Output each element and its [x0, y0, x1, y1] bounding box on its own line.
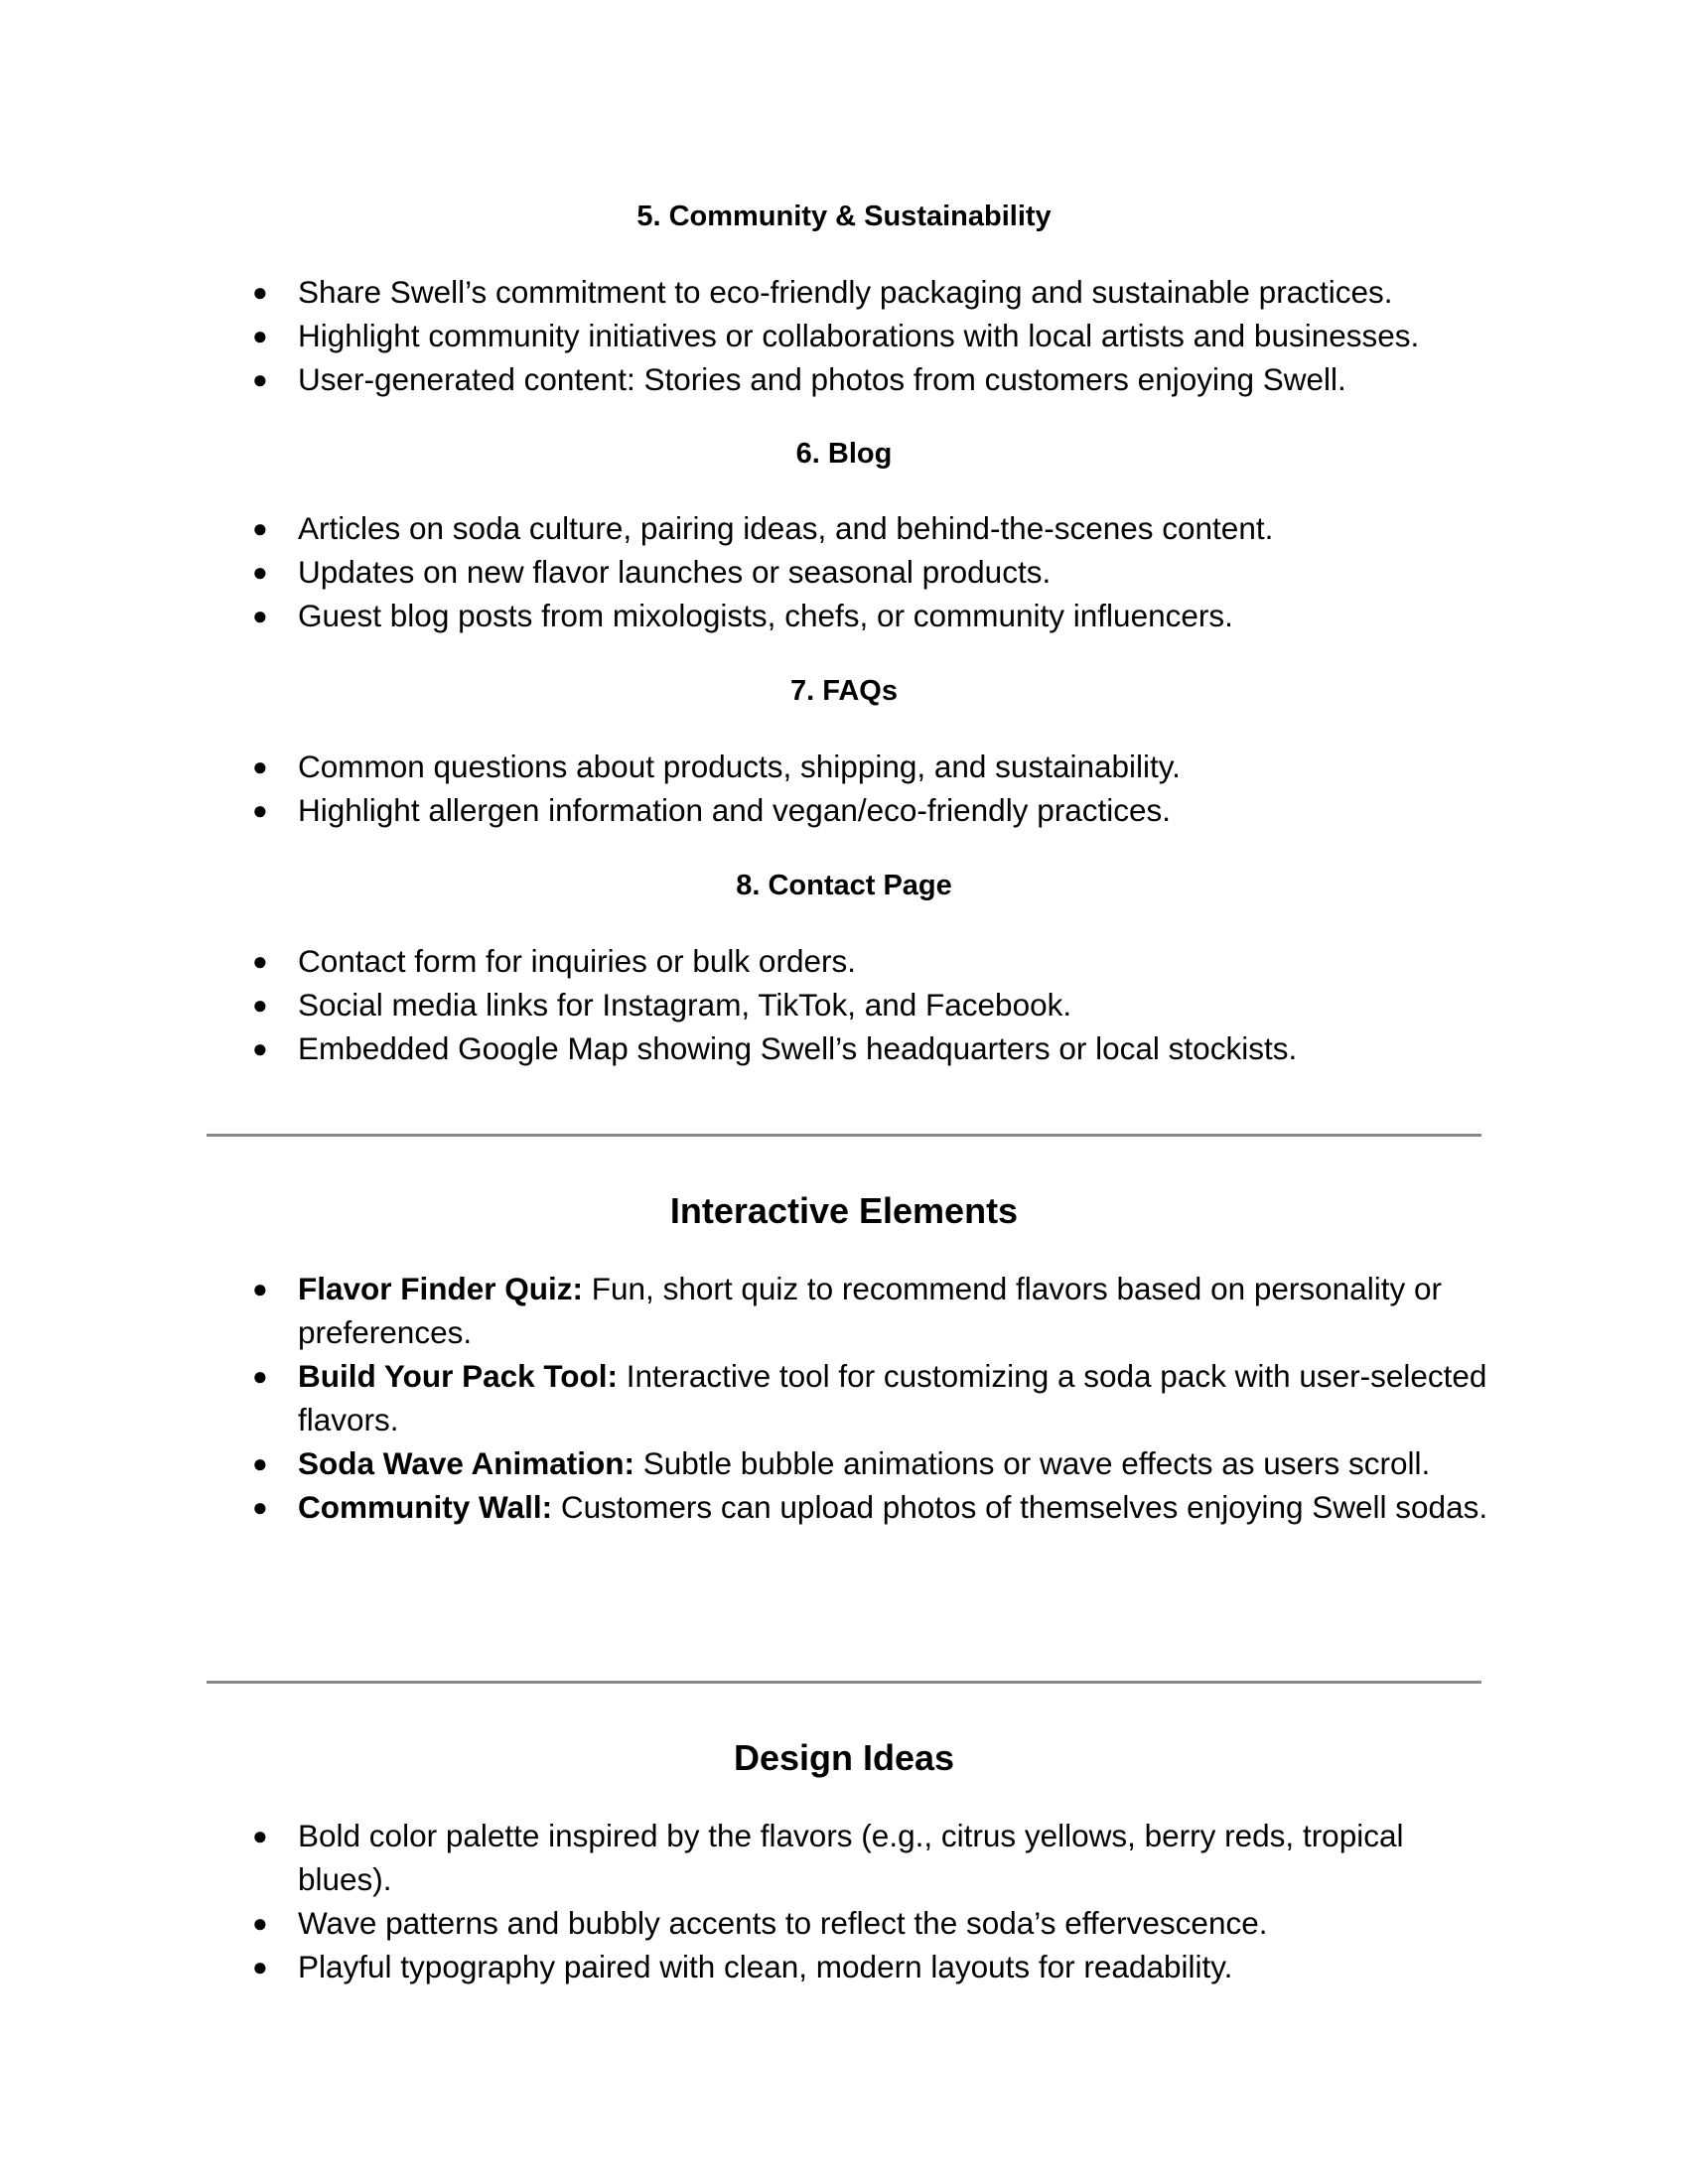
interactive-list [248, 1267, 1499, 1529]
item-label: Build Your Pack Tool: [298, 1358, 619, 1394]
bullet-icon: ● [252, 946, 268, 976]
section-heading-faqs: 7. FAQs [790, 675, 898, 707]
list-item: ● Build Your Pack Tool: Interactive tool for customizing a soda pack with user-selected flavors. [248, 1354, 1499, 1441]
bullet-icon: ● [252, 1492, 268, 1522]
horizontal-divider [207, 1681, 1481, 1684]
bullet-icon: ● [252, 321, 268, 350]
item-label: Community Wall: [298, 1489, 553, 1525]
list-item: ● Playful typography paired with clean, modern layouts for readability. [248, 1945, 1499, 1988]
item-label: Flavor Finder Quiz: [298, 1271, 584, 1306]
list-item: ● Share Swell’s commitment to eco-friendly packaging and sustainable practices. [248, 270, 1499, 314]
list-item: ● Highlight community initiatives or collaborations with local artists and businesses. [248, 314, 1499, 357]
section-heading-blog: 6. Blog [795, 438, 893, 470]
bullet-icon: ● [252, 601, 268, 630]
list-item: ● Wave patterns and bubbly accents to reflect the soda’s effervescence. [248, 1901, 1499, 1945]
list-item: ● Updates on new flavor launches or seasonal products. [248, 550, 1499, 594]
bullet-icon: ● [252, 557, 268, 587]
community-list [248, 270, 1499, 401]
list-item: ● Contact form for inquiries or bulk orders. [248, 939, 1499, 983]
design-list [248, 1814, 1499, 1988]
list-item: ● Social media links for Instagram, TikTok, and Facebook. [248, 983, 1499, 1026]
bullet-icon: ● [252, 1952, 268, 1981]
section-heading-community: 5. Community & Sustainability [636, 201, 1052, 232]
bullet-icon: ● [252, 751, 268, 781]
list-item: ● Flavor Finder Quiz: Fun, short quiz to recommend flavors based on personality or preferences. [248, 1267, 1499, 1354]
contact-list [248, 939, 1499, 1070]
blog-list [248, 506, 1499, 637]
section-heading-contact: 8. Contact Page [736, 870, 952, 901]
list-item: ● User-generated content: Stories and photos from customers enjoying Swell. [248, 357, 1499, 401]
bullet-icon: ● [252, 513, 268, 543]
bullet-icon: ● [252, 277, 268, 307]
bullet-icon: ● [252, 1448, 268, 1478]
list-item: ● Common questions about products, shipping, and sustainability. [248, 745, 1499, 788]
bullet-icon: ● [252, 795, 268, 825]
bullet-icon: ● [252, 364, 268, 394]
bullet-icon: ● [252, 1033, 268, 1063]
list-item: ● Embedded Google Map showing Swell’s headquarters or local stockists. [248, 1026, 1499, 1070]
bullet-icon: ● [252, 1908, 268, 1938]
list-item: ● Bold color palette inspired by the flavors (e.g., citrus yellows, berry reds, tropical blues). [248, 1814, 1499, 1901]
list-item: ● Highlight allergen information and vegan/eco-friendly practices. [248, 788, 1499, 832]
horizontal-divider [207, 1134, 1481, 1137]
bullet-icon: ● [252, 1821, 268, 1850]
item-label: Soda Wave Animation: [298, 1445, 634, 1481]
bullet-icon: ● [252, 990, 268, 1020]
design-ideas-title: Design Ideas [733, 1737, 955, 1778]
list-item: ● Community Wall: Customers can upload photos of themselves enjoying Swell sodas. [248, 1485, 1499, 1529]
bullet-icon: ● [252, 1361, 268, 1391]
list-item: ● Soda Wave Animation: Subtle bubble animations or wave effects as users scroll. [248, 1441, 1499, 1485]
list-item: ● Guest blog posts from mixologists, chefs, or community influencers. [248, 594, 1499, 637]
bullet-icon: ● [252, 1274, 268, 1303]
faqs-list [248, 745, 1499, 832]
interactive-elements-title: Interactive Elements [669, 1190, 1019, 1231]
list-item: ● Articles on soda culture, pairing ideas, and behind-the-scenes content. [248, 506, 1499, 550]
